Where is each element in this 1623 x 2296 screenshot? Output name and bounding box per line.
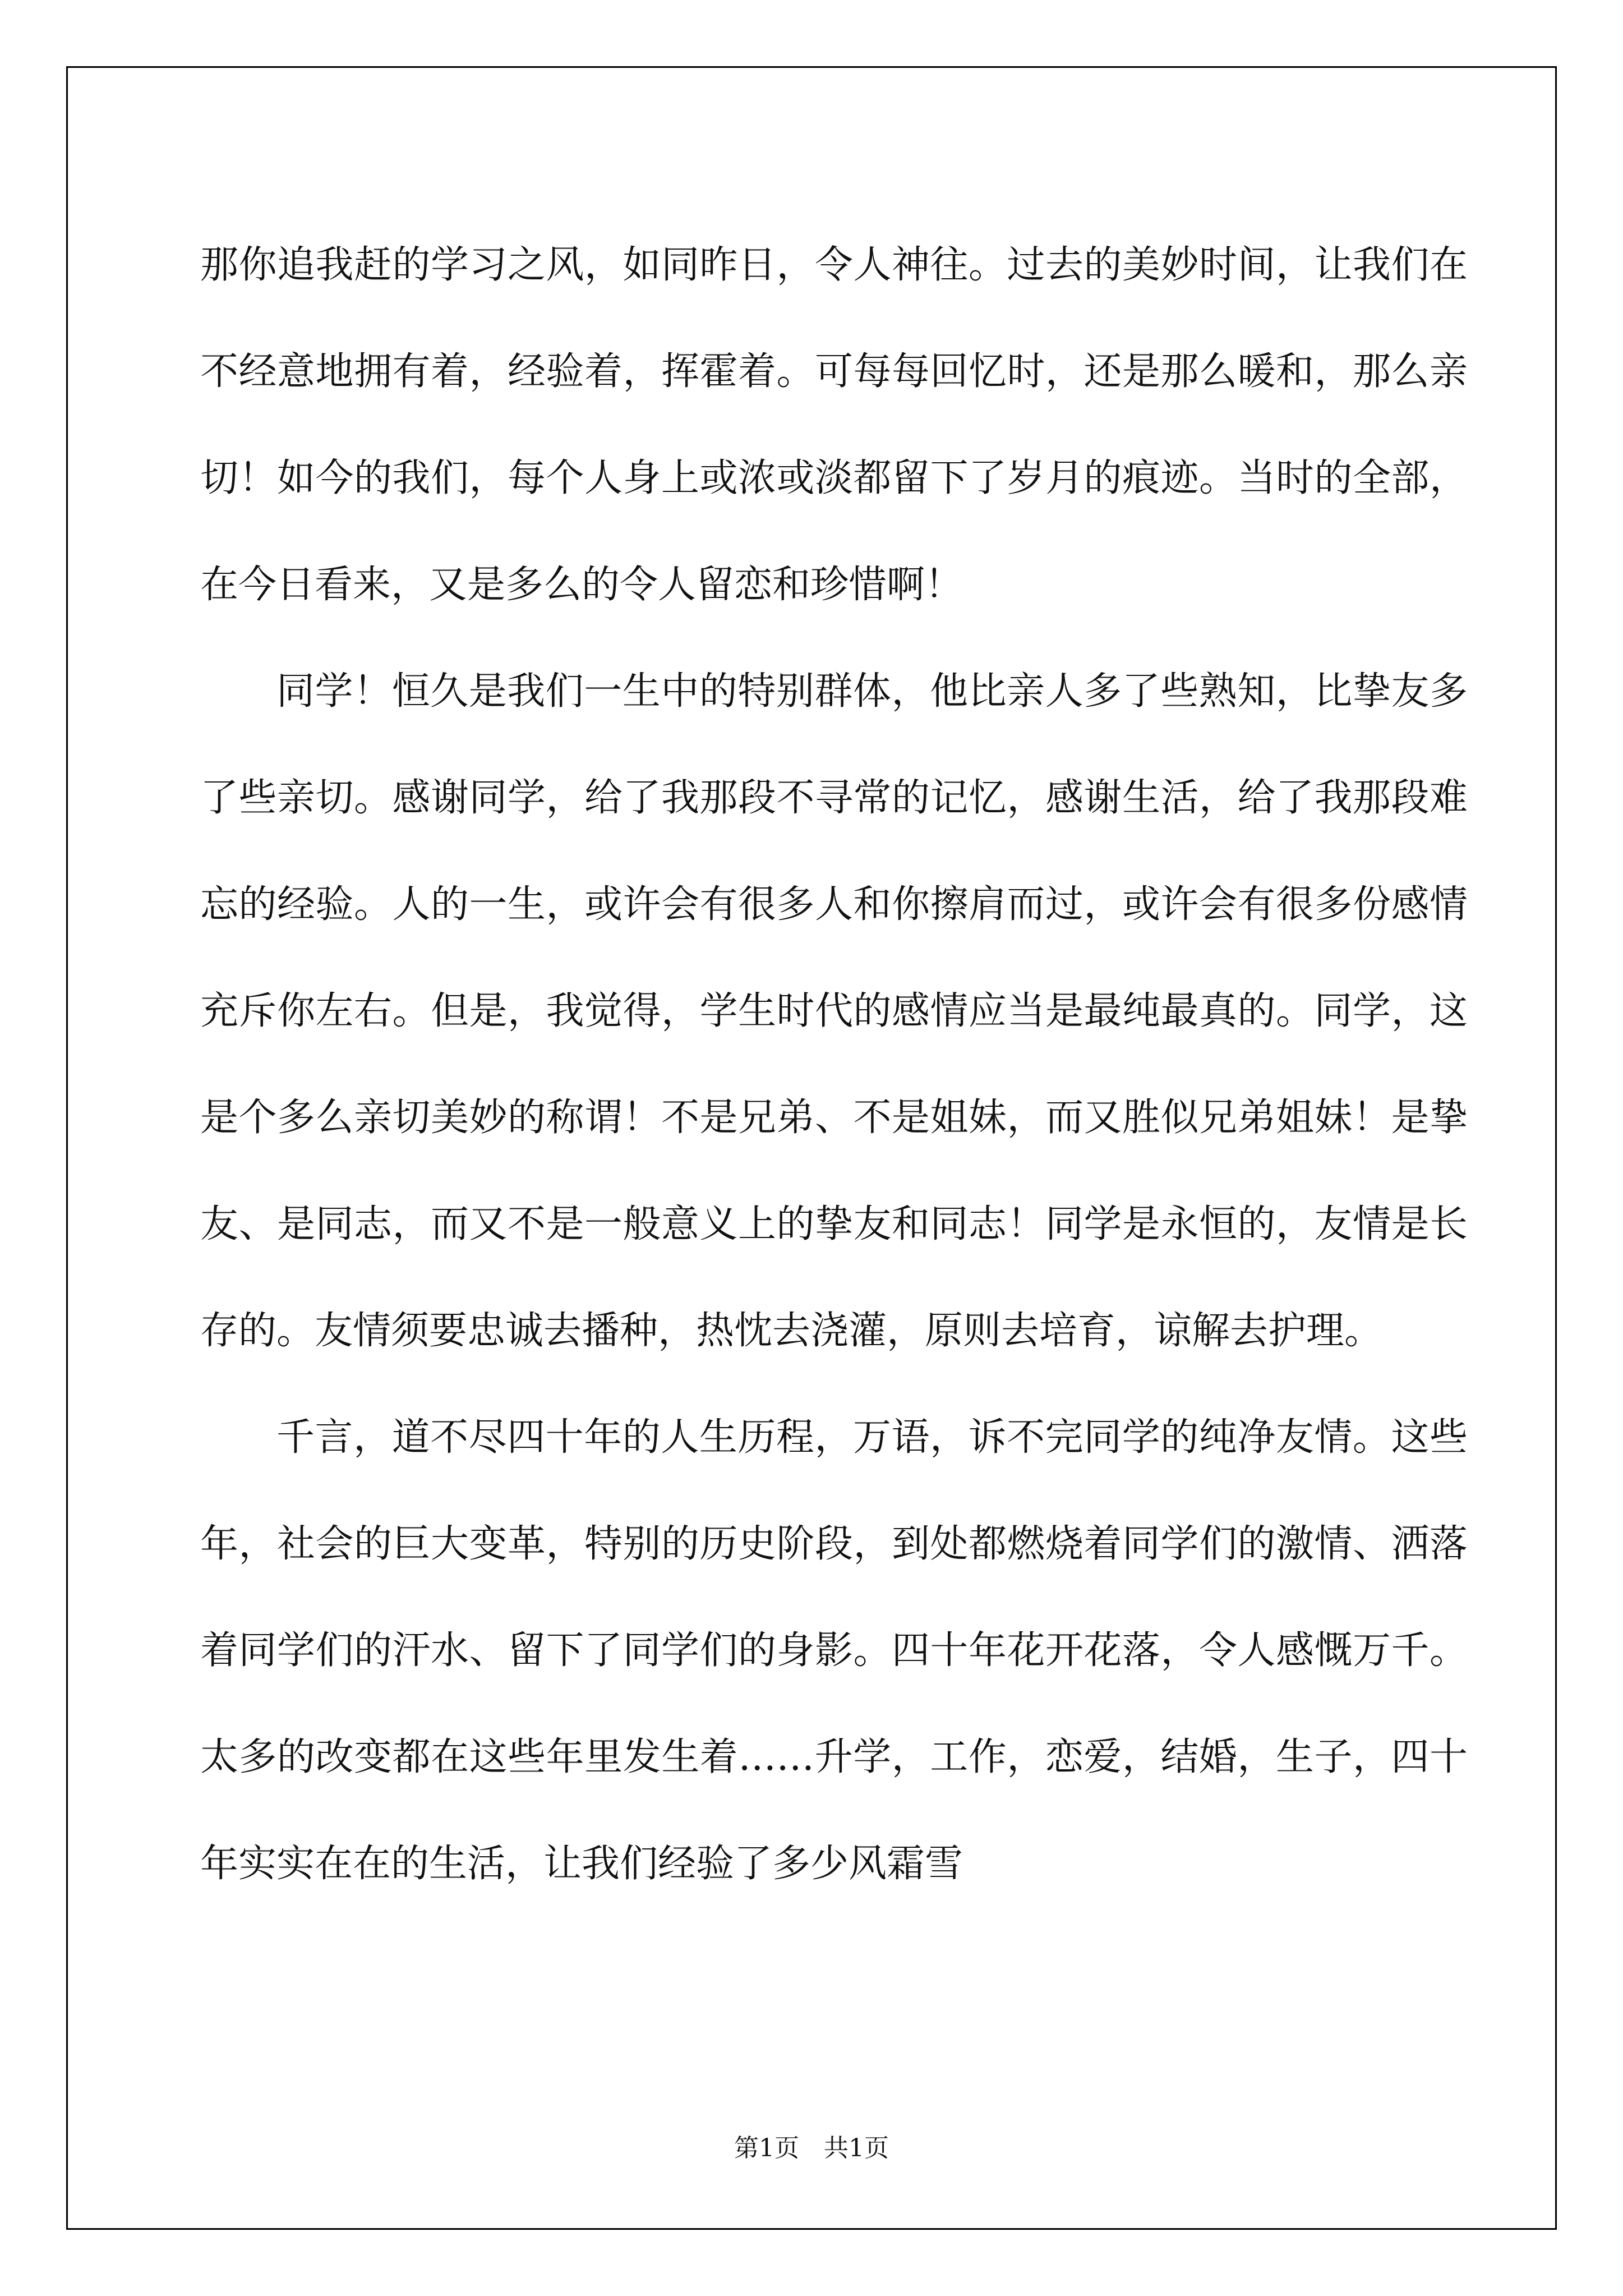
paragraph-1: 那你追我赶的学习之风，如同昨日，令人神往。过去的美妙时间，让我们在不经意地拥有着，经验着，挥霍着。可每每回忆时，还是那么暖和，那么亲切！如今的我们，每个人身上或浓或淡都留下了岁月的痕迹。当时的全部，在今日看来，又是多么的令人留恋和珍惜啊！ [200, 243, 1468, 607]
page-number: 第1页 共1页 [734, 2134, 889, 2162]
document-body [200, 212, 1468, 1917]
paragraph-2: 同学！恒久是我们一生中的特别群体，他比亲人多了些熟知，比挚友多了些亲切。感谢同学，给了我那段不寻常的记忆，感谢生活，给了我那段难忘的经验。人的一生，或许会有很多人和你擦肩而过，或许会有很多份感情充斥你左右。但是，我觉得，学生时代的感情应当是最纯最真的。同学，这是个多么亲切美妙的称谓！不是兄弟、不是姐妹，而又胜似兄弟姐妹！是挚友、是同志，而又不是一般意义上的挚友和同志！同学是永恒的，友情是长存的。友情须要忠诚去播种，热忱去浇灌，原则去培育，谅解去护理。 [200, 669, 1468, 1353]
page-footer [0, 2132, 1623, 2165]
paragraph-3: 千言，道不尽四十年的人生历程，万语，诉不完同学的纯净友情。这些年，社会的巨大变革，特别的历史阶段，到处都燃烧着同学们的激情、洒落着同学们的汗水、留下了同学们的身影。四十年花开花落，令人感慨万千。太多的改变都在这些年里发生着……升学，工作，恋爱，结婚，生子，四十年实实在在的生活，让我们经验了多少风霜雪 [200, 1415, 1468, 1886]
